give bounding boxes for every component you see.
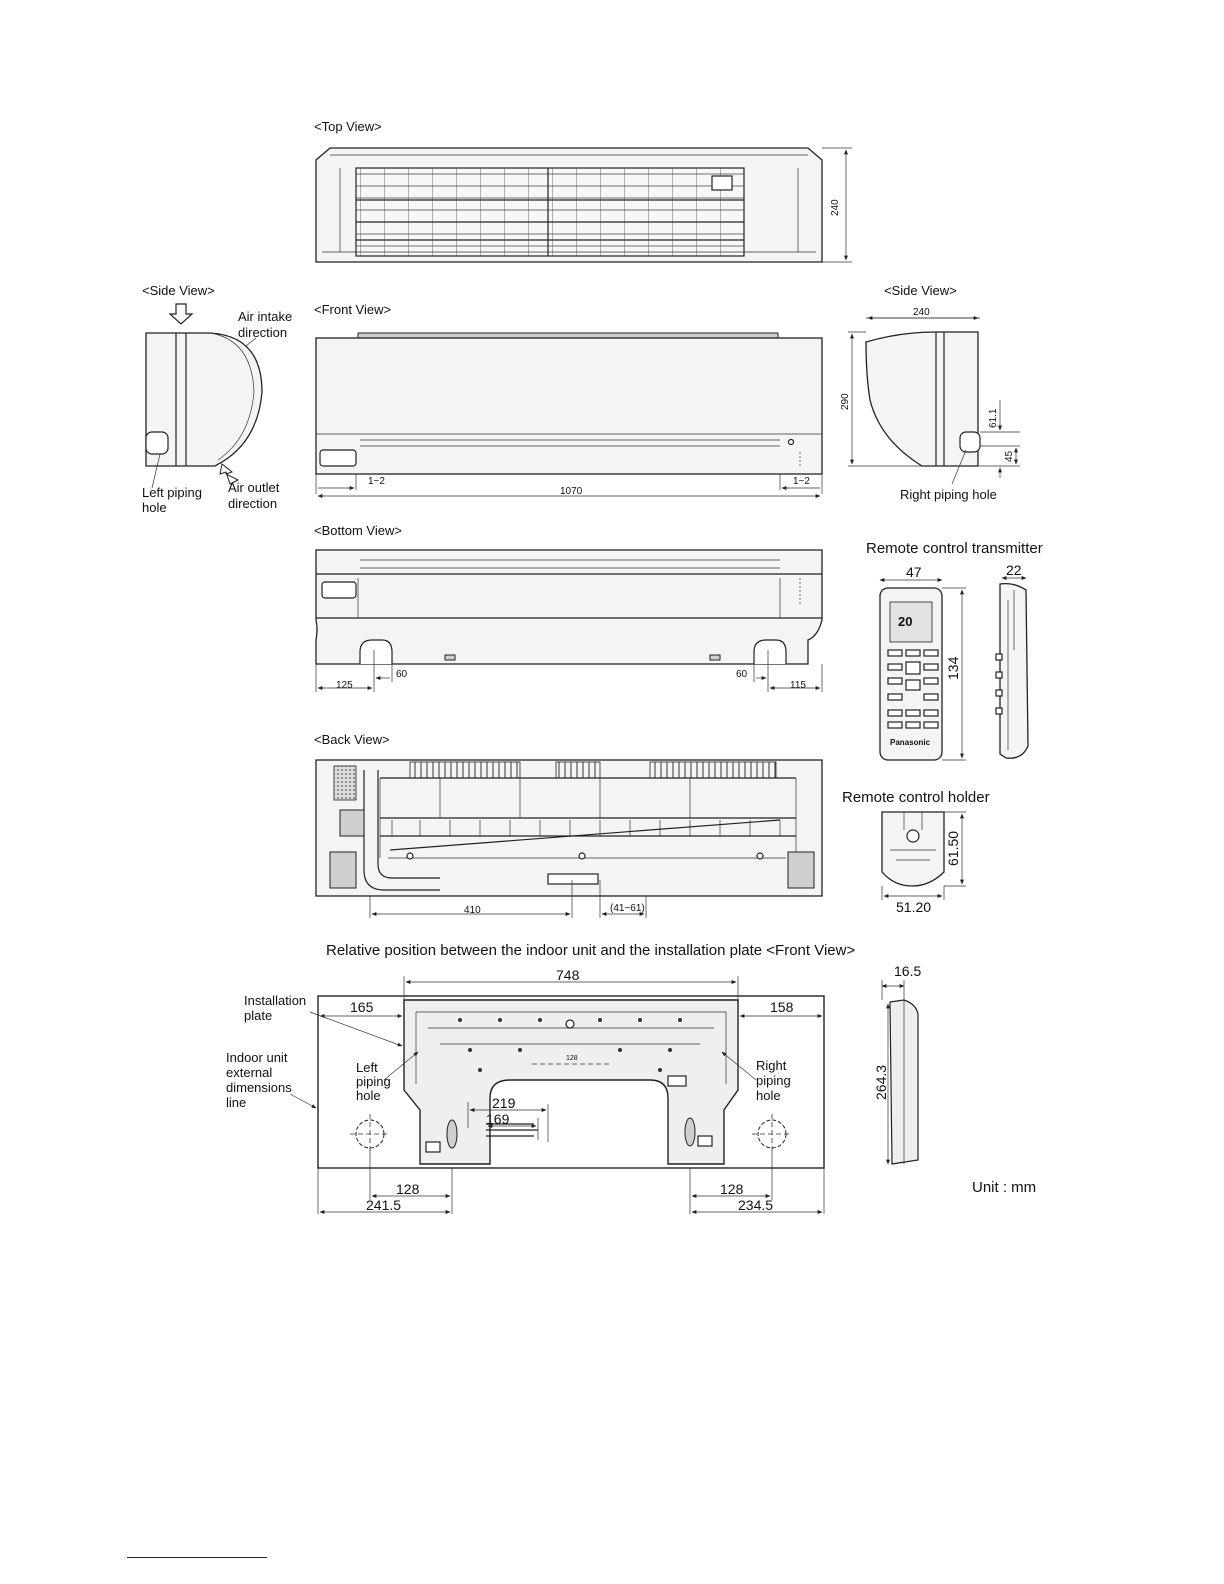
left-piping-label-c: hole: [356, 1088, 381, 1103]
front-gap-left-dim: 1~2: [368, 476, 385, 487]
unit-note: Unit : mm: [972, 1179, 1037, 1196]
indoor-unit-label-1: Indoor unit: [226, 1050, 288, 1065]
remote-control-transmitter: [866, 540, 1043, 760]
plate-748-dim: 748: [556, 967, 580, 983]
installation-plate-label-2: plate: [244, 1008, 273, 1023]
left-side-view-title: <Side View>: [142, 283, 215, 298]
right-piping-label-b: piping: [756, 1073, 791, 1088]
installation-plate-drawing: [226, 942, 1036, 1214]
back-view: [314, 732, 822, 918]
indoor-unit-label-2: external: [226, 1065, 273, 1080]
holder-height-dim: 61.50: [945, 830, 961, 866]
left-side-view: [142, 283, 292, 515]
bottom-right-60-dim: 60: [736, 669, 748, 680]
right-piping-label-a: Right: [756, 1058, 787, 1073]
right-side-view-title: <Side View>: [884, 283, 957, 298]
top-view-title: <Top View>: [314, 119, 382, 134]
left-piping-hole-label-2: hole: [142, 500, 167, 515]
air-outlet-label-2: direction: [228, 496, 278, 511]
left-piping-label-b: piping: [356, 1074, 391, 1089]
pipe-height-2-dim: 45: [1004, 450, 1015, 462]
bottom-125-dim: 125: [336, 680, 353, 691]
bottom-left-60-dim: 60: [396, 669, 408, 680]
right-piping-hole-label: Right piping hole: [900, 487, 997, 502]
back-410-dim: 410: [464, 905, 481, 916]
plate-158-dim: 158: [770, 999, 794, 1015]
holder-width-dim: 51.20: [896, 899, 932, 915]
installation-plate-label: Installation: [244, 993, 307, 1008]
front-width-dim: 1070: [560, 486, 583, 497]
remote-brand-text: Panasonic: [890, 738, 931, 747]
remote-width-dim: 47: [906, 564, 922, 580]
air-outlet-label: Air outlet: [228, 480, 280, 495]
front-view-title: <Front View>: [314, 302, 392, 317]
left-piping-hole-label: Left piping: [142, 485, 202, 500]
plate-128-left-dim: 128: [396, 1181, 420, 1197]
remote-transmitter-title: Remote control transmitter: [866, 540, 1043, 557]
back-view-title: <Back View>: [314, 732, 390, 747]
remote-depth-dim: 22: [1006, 562, 1022, 578]
side-width-dim: 240: [913, 307, 930, 318]
plate-169-dim: 169: [486, 1111, 510, 1127]
remote-height-dim: 134: [945, 656, 961, 680]
front-gap-right-dim: 1~2: [793, 476, 810, 487]
top-view: [314, 119, 852, 262]
plate-234-5-dim: 234.5: [738, 1197, 774, 1213]
remote-holder-title: Remote control holder: [842, 789, 990, 806]
remote-display-text: 20: [898, 614, 913, 629]
back-range-dim: (41~61): [610, 903, 645, 914]
plate-219-dim: 219: [492, 1095, 516, 1111]
air-intake-label: Air intake: [238, 309, 293, 324]
front-view: [314, 302, 822, 497]
side-height-dim: 290: [840, 393, 851, 410]
bottom-view-title: <Bottom View>: [314, 523, 402, 538]
remote-control-holder: [842, 789, 990, 915]
footnote-rule: [127, 1557, 267, 1558]
plate-16-5-dim: 16.5: [894, 963, 922, 979]
left-piping-label-a: Left: [356, 1060, 378, 1075]
top-depth-dim: 240: [830, 199, 841, 216]
indoor-unit-label-4: line: [226, 1095, 247, 1110]
indoor-unit-label-3: dimensions: [226, 1080, 292, 1095]
plate-165-dim: 165: [350, 999, 374, 1015]
plate-128-center-dim: 128: [566, 1055, 578, 1062]
pipe-height-1-dim: 61.1: [988, 408, 999, 428]
bottom-115-dim: 115: [790, 680, 806, 691]
right-side-view: [840, 283, 1020, 502]
plate-264-3-dim: 264.3: [873, 1064, 889, 1100]
right-piping-label-c: hole: [756, 1088, 781, 1103]
air-intake-arrow-icon: [170, 304, 192, 324]
plate-128-right-dim: 128: [720, 1181, 744, 1197]
bottom-view: [314, 523, 822, 692]
plate-241-5-dim: 241.5: [366, 1197, 402, 1213]
relative-position-title: Relative position between the indoor unit and the installation plate <Front View>: [326, 942, 856, 959]
air-intake-label-2: direction: [238, 325, 288, 340]
